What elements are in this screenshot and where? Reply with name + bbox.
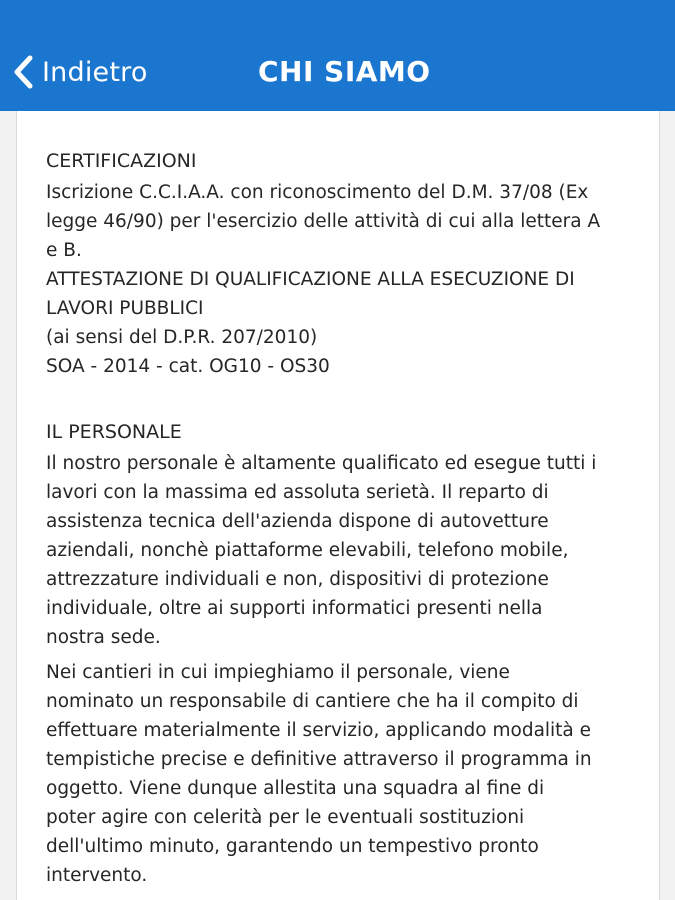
section-title-certificazioni: CERTIFICAZIONI bbox=[46, 150, 197, 172]
text-line: nominato un responsabile di cantiere che ha il compito di bbox=[46, 691, 579, 712]
text-line: SOA - 2014 - cat. OG10 - OS30 bbox=[46, 356, 330, 377]
text-line: dell'ultimo minuto, garantendo un tempestivo pronto bbox=[46, 836, 539, 857]
text-line: tempistiche precise e definitive attraverso il programma in bbox=[46, 749, 592, 770]
text-line: intervento. bbox=[46, 865, 148, 886]
certificazioni-text bbox=[46, 178, 635, 381]
content-body bbox=[17, 111, 659, 890]
text-line: Nei cantieri in cui impieghiamo il personale, viene bbox=[46, 662, 510, 683]
text-line: nostra sede. bbox=[46, 627, 161, 648]
text-line: effettuare materialmente il servizio, applicando modalità e bbox=[46, 720, 592, 741]
back-button[interactable] bbox=[12, 50, 148, 94]
text-line: (ai sensi del D.P.R. 207/2010) bbox=[46, 327, 318, 348]
personale-paragraph-1 bbox=[46, 449, 635, 652]
text-line: LAVORI PUBBLICI bbox=[46, 298, 204, 319]
top-bar bbox=[0, 0, 675, 111]
text-line: Iscrizione C.C.I.A.A. con riconoscimento del D.M. 37/08 (Ex bbox=[46, 182, 589, 203]
text-line: attrezzature individuali e non, dispositivi di protezione bbox=[46, 569, 549, 590]
text-line: lavori con la massima ed assoluta serietà. Il reparto di bbox=[46, 482, 549, 503]
text-line: assistenza tecnica dell'azienda dispone di autovetture bbox=[46, 511, 549, 532]
text-line: Il nostro personale è altamente qualificato ed esegue tutti i bbox=[46, 453, 597, 474]
text-line: poter agire con celerità per le eventuali sostituzioni bbox=[46, 807, 525, 828]
chevron-left-icon bbox=[12, 55, 34, 89]
page-title: CHI SIAMO bbox=[258, 55, 431, 88]
text-line: oggetto. Viene dunque allestita una squadra al fine di bbox=[46, 778, 545, 799]
text-line: legge 46/90) per l'esercizio delle attività di cui alla lettera A bbox=[46, 211, 601, 232]
content-panel[interactable] bbox=[16, 111, 660, 900]
section-spacer bbox=[46, 383, 635, 418]
personale-paragraph-2 bbox=[46, 658, 635, 890]
text-line: individuale, oltre ai supporti informatici presenti nella bbox=[46, 598, 543, 619]
text-line: aziendali, nonchè piattaforme elevabili, telefono mobile, bbox=[46, 540, 569, 561]
back-label: Indietro bbox=[42, 56, 148, 88]
text-line: e B. bbox=[46, 240, 82, 261]
section-title-personale: IL PERSONALE bbox=[46, 421, 182, 443]
text-line: ATTESTAZIONE DI QUALIFICAZIONE ALLA ESECUZIONE DI bbox=[46, 269, 575, 290]
